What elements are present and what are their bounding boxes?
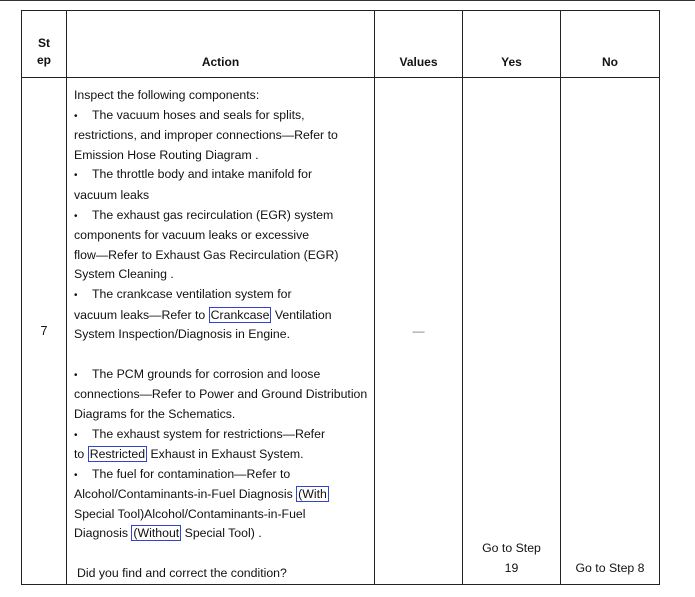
crankcase-link[interactable]: Crankcase	[210, 307, 270, 322]
yes-line1: Go to Step	[482, 540, 541, 555]
restricted-link[interactable]: Restricted	[89, 447, 146, 462]
bullet-icon: •	[74, 429, 78, 441]
list-item: • The crankcase ventilation system for	[74, 285, 370, 306]
yes-cell	[463, 78, 561, 585]
table-row	[22, 78, 660, 585]
list-item: • The exhaust gas recirculation (EGR) system	[74, 206, 370, 227]
list-item: • The fuel for contamination—Refer to	[74, 465, 370, 486]
list-item: • The vacuum hoses and seals for splits,	[74, 106, 370, 127]
header-step	[22, 11, 67, 78]
diagnostic-table	[21, 10, 660, 585]
top-rule	[0, 0, 695, 1]
bullet-icon: •	[74, 469, 78, 481]
action-line: Special Tool)Alcohol/Contaminants-in-Fuel	[74, 506, 306, 521]
action-cell	[67, 78, 375, 585]
yes-line2: 19	[504, 560, 519, 575]
header-action: Action	[67, 11, 375, 78]
action-line: connections—Refer to Power and Ground Distribution	[74, 387, 368, 402]
bullet-icon: •	[74, 289, 78, 301]
action-line: Diagrams for the Schematics.	[74, 406, 236, 421]
action-line: restrictions, and improper connections—Refer to	[74, 128, 338, 143]
list-item: • The throttle body and intake manifold for	[74, 165, 370, 186]
values-cell: —	[375, 78, 463, 585]
action-line: System Cleaning .	[74, 267, 174, 282]
action-line: Emission Hose Routing Diagram .	[74, 147, 259, 162]
step-number: 7	[22, 78, 67, 585]
header-no: No	[561, 11, 660, 78]
bullet-icon: •	[74, 170, 78, 182]
gap	[74, 345, 370, 365]
header-step-line1: St	[38, 36, 50, 50]
bullet-icon: •	[74, 369, 78, 381]
action-line: vacuum leaks—Refer to Crankcase Ventilation	[74, 307, 332, 322]
action-line: Diagnosis (Without Special Tool) .	[74, 526, 262, 541]
header-step-line2: ep	[36, 53, 51, 67]
action-intro: Inspect the following components:	[74, 88, 260, 102]
action-line: vacuum leaks	[74, 187, 150, 202]
header-row	[22, 11, 660, 78]
action-line: Alcohol/Contaminants-in-Fuel Diagnosis (With	[74, 487, 327, 502]
question-text: Did you find and correct the condition?	[77, 566, 287, 581]
action-line: flow—Refer to Exhaust Gas Recirculation (EGR)	[74, 247, 339, 262]
header-yes: Yes	[463, 11, 561, 78]
list-item: • The exhaust system for restrictions—Refer	[74, 425, 370, 446]
with-special-tool-link[interactable]: (With	[298, 487, 327, 502]
gap	[74, 544, 370, 564]
bullet-icon: •	[74, 210, 78, 222]
without-special-tool-link[interactable]: (Without	[133, 526, 180, 541]
bullet-icon: •	[74, 110, 78, 122]
action-line: System Inspection/Diagnosis in Engine.	[74, 327, 290, 342]
list-item: • The PCM grounds for corrosion and loose	[74, 365, 370, 386]
action-line: components for vacuum leaks or excessive	[74, 228, 310, 243]
no-cell: Go to Step 8	[561, 78, 660, 585]
header-values: Values	[375, 11, 463, 78]
action-line: to Restricted Exhaust in Exhaust System.	[74, 447, 304, 462]
